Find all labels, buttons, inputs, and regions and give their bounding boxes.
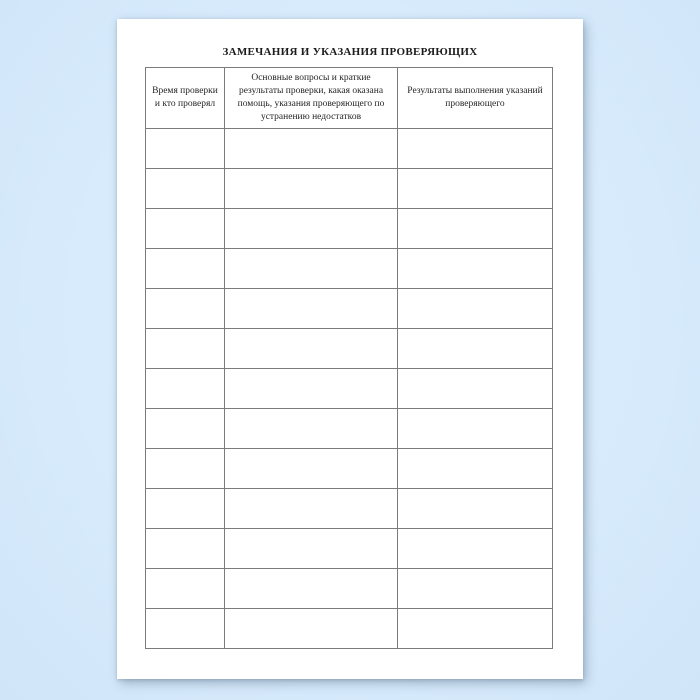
column-header-time-of-inspection: Время проверки и кто проверял	[146, 68, 225, 129]
table-cell	[146, 489, 225, 529]
table-cell	[225, 369, 398, 409]
table-cell	[146, 609, 225, 649]
table-cell	[225, 609, 398, 649]
table-cell	[146, 289, 225, 329]
inspection-table	[145, 67, 553, 649]
table-cell	[225, 209, 398, 249]
page-title: ЗАМЕЧАНИЯ И УКАЗАНИЯ ПРОВЕРЯЮЩИХ	[222, 46, 478, 58]
table-cell	[225, 529, 398, 569]
table-row	[146, 369, 553, 409]
table-cell	[398, 129, 553, 169]
column-header-results-of-instructions: Результаты выполнения указаний проверяющего	[398, 68, 553, 129]
column-header-main-questions: Основные вопросы и краткие результаты проверки, какая оказана помощь, указания проверяющего по устранению недостатков	[225, 68, 398, 129]
table-cell	[225, 129, 398, 169]
table-cell	[398, 409, 553, 449]
table-cell	[398, 609, 553, 649]
table-cell	[398, 289, 553, 329]
table-cell	[225, 249, 398, 289]
table-cell	[225, 329, 398, 369]
table-cell	[146, 329, 225, 369]
table-body	[146, 129, 553, 649]
table-cell	[398, 209, 553, 249]
table-cell	[146, 449, 225, 489]
table-header	[146, 68, 553, 129]
table-row	[146, 489, 553, 529]
table-row	[146, 409, 553, 449]
table-cell	[146, 529, 225, 569]
table-cell	[146, 409, 225, 449]
table-row	[146, 129, 553, 169]
table-cell	[225, 409, 398, 449]
table-cell	[398, 489, 553, 529]
table-cell	[146, 569, 225, 609]
table-row	[146, 209, 553, 249]
table-row	[146, 449, 553, 489]
document-page	[117, 19, 583, 679]
table-row	[146, 329, 553, 369]
table-header-row	[146, 68, 553, 129]
table-cell	[225, 449, 398, 489]
table-row	[146, 609, 553, 649]
table-cell	[225, 289, 398, 329]
table-cell	[398, 249, 553, 289]
table-cell	[146, 169, 225, 209]
table-cell	[146, 369, 225, 409]
table-cell	[146, 129, 225, 169]
table-cell	[146, 249, 225, 289]
table-cell	[398, 529, 553, 569]
table-cell	[398, 449, 553, 489]
table-row	[146, 289, 553, 329]
table-cell	[398, 569, 553, 609]
table-row	[146, 569, 553, 609]
table-row	[146, 249, 553, 289]
table-cell	[225, 489, 398, 529]
table-cell	[225, 169, 398, 209]
table-row	[146, 169, 553, 209]
table-cell	[398, 369, 553, 409]
table-cell	[398, 169, 553, 209]
table-row	[146, 529, 553, 569]
table-cell	[225, 569, 398, 609]
table-cell	[398, 329, 553, 369]
table-cell	[146, 209, 225, 249]
